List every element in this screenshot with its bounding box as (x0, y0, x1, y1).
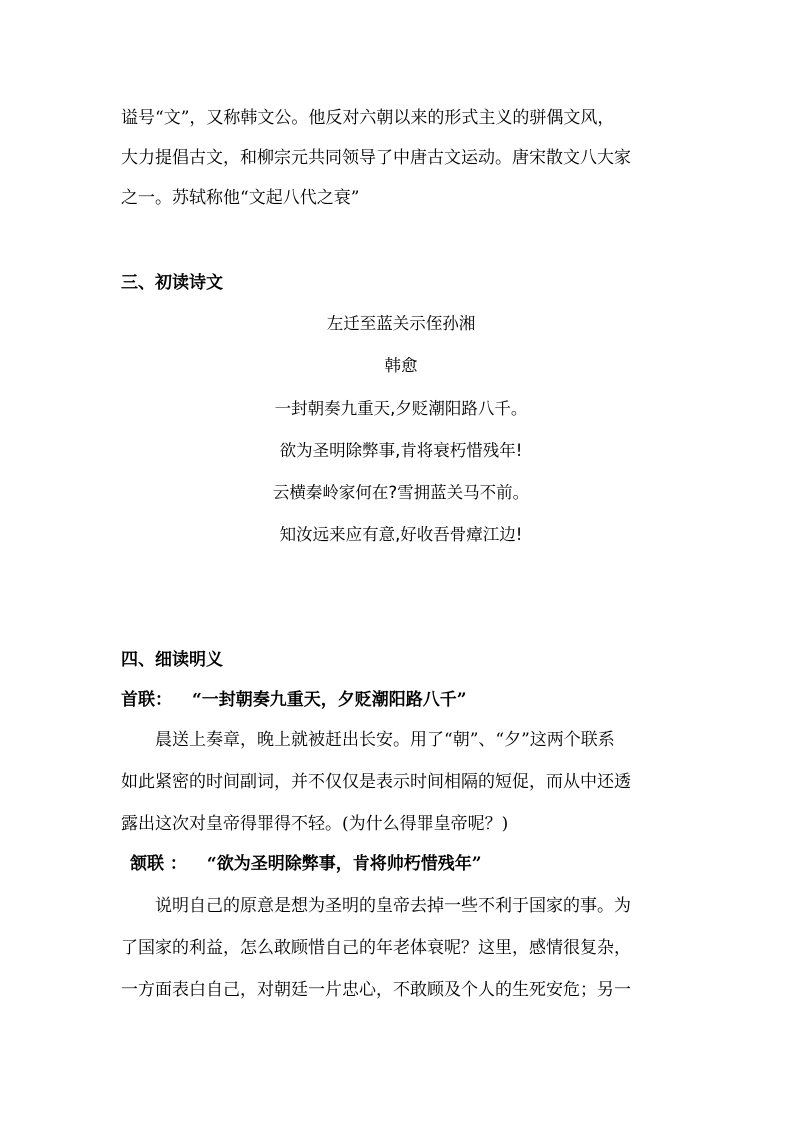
intro-line-3: 之一。苏轼称他“文起八代之衰” (121, 188, 360, 208)
hanlian-line-1: 说明自己的原意是想为圣明的皇帝去掉一些不利于国家的事。为 (155, 896, 631, 916)
shoulian-label: 首联： (121, 690, 172, 710)
poem-line-4: 知汝远来应有意,好收吾骨瘴江边! (279, 525, 523, 544)
section4-heading: 四、细读明义 (121, 650, 223, 670)
hanlian-quote: “欲为圣明除弊事，肯将帅朽惜残年” (206, 854, 482, 874)
shoulian-quote: “一封朝奏九重天，夕贬潮阳路八千” (192, 690, 467, 710)
section3-heading: 三、初读诗文 (121, 273, 223, 293)
poem-title: 左迁至蓝关示侄孙湘 (326, 314, 476, 333)
shoulian-line-3: 露出这次对皇帝得罪得不轻。(为什么得罪皇帝呢？) (121, 814, 509, 834)
poem-author: 韩愈 (384, 356, 418, 375)
poem-line-3: 云横秦岭家何在?雪拥蓝关马不前。 (272, 483, 530, 502)
poem-line-1: 一封朝奏九重天,夕贬潮阳路八千。 (274, 399, 528, 418)
shoulian-line-2: 如此紧密的时间副词，并不仅仅是表示时间相隔的短促，而从中还透 (121, 772, 631, 792)
intro-line-2: 大力提倡古文，和柳宗元共同领导了中唐古文运动。唐宋散文八大家 (121, 148, 631, 168)
poem-line-2: 欲为圣明除弊事,肯将衰朽惜残年! (279, 441, 523, 460)
hanlian-line-3: 一方面表白自己，对朝廷一片忠心，不敢顾及个人的生死安危；另一 (121, 980, 631, 1000)
hanlian-heading (130, 853, 690, 875)
hanlian-line-2: 了国家的利益，怎么敢顾惜自己的年老体衰呢？这里，感情很复杂， (121, 938, 631, 958)
shoulian-line-1: 晨送上奏章，晚上就被赶出长安。用了“朝”、“夕”这两个联系 (155, 730, 615, 750)
hanlian-label: 颔联 ： (130, 854, 187, 874)
intro-line-1: 谥号“文”，又称韩文公。他反对六朝以来的形式主义的骈偶文风， (121, 108, 615, 128)
shoulian-heading (121, 689, 681, 711)
